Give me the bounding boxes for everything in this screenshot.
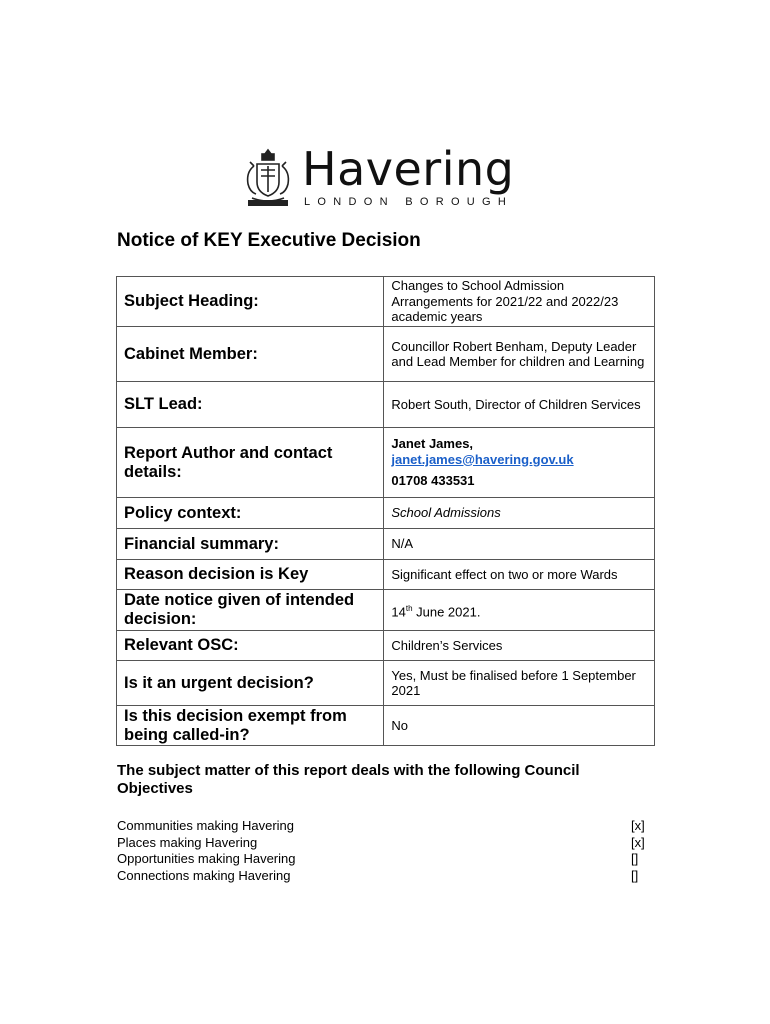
objective-mark: []: [631, 851, 639, 866]
list-item: [117, 851, 657, 868]
objective-name: Opportunities making Havering: [117, 851, 296, 866]
page-title: Notice of KEY Executive Decision: [117, 230, 421, 251]
row-label: Cabinet Member:: [117, 327, 384, 382]
row-label: Report Author and contact details:: [117, 428, 384, 498]
decision-table: [116, 276, 655, 746]
table-row: [117, 277, 655, 327]
row-value: Yes, Must be finalised before 1 September 2021: [384, 661, 655, 706]
objective-mark: [x]: [631, 818, 645, 833]
list-item: [117, 868, 657, 885]
row-label: Subject Heading:: [117, 277, 384, 327]
row-label: Relevant OSC:: [117, 631, 384, 661]
objectives-list: [117, 818, 657, 884]
list-item: [117, 835, 657, 852]
table-row: [117, 590, 655, 631]
row-value: Children’s Services: [384, 631, 655, 661]
row-value: [384, 428, 655, 498]
row-value: Robert South, Director of Children Services: [384, 382, 655, 428]
row-label: Date notice given of intended decision:: [117, 590, 384, 631]
row-value: School Admissions: [384, 498, 655, 529]
table-row: [117, 631, 655, 661]
author-phone: 01708 433531: [391, 473, 475, 489]
logo-wordmark: Havering: [302, 142, 515, 196]
row-label: Reason decision is Key: [117, 560, 384, 590]
table-row: [117, 706, 655, 746]
objective-name: Places making Havering: [117, 834, 258, 850]
row-value: [384, 590, 655, 631]
row-value: Changes to School Admission Arrangements for 2021/22 and 2022/23 academic years: [384, 277, 655, 327]
table-row: [117, 327, 655, 382]
date-rest: June 2021.: [412, 603, 481, 619]
row-label: SLT Lead:: [117, 382, 384, 428]
table-row: [117, 382, 655, 428]
table-row: [117, 529, 655, 560]
objective-name: Communities making Havering: [117, 818, 295, 833]
objective-mark: [x]: [631, 834, 645, 850]
row-value: Councillor Robert Benham, Deputy Leader and Lead Member for children and Learning: [384, 327, 655, 382]
objectives-heading: The subject matter of this report deals with the following Council Objectives: [117, 762, 580, 797]
row-value: No: [384, 706, 655, 746]
list-item: [117, 818, 657, 835]
table-row: [117, 560, 655, 590]
havering-logo: [242, 142, 532, 210]
table-row: [117, 428, 655, 498]
row-value: N/A: [384, 529, 655, 560]
row-value: Significant effect on two or more Wards: [384, 560, 655, 590]
row-label: Is it an urgent decision?: [117, 661, 384, 706]
row-label: Is this decision exempt from being called-in?: [117, 706, 384, 746]
objective-name: Connections making Havering: [117, 867, 291, 883]
table-row: [117, 661, 655, 706]
logo-subtitle: LONDON BOROUGH: [304, 196, 514, 208]
author-email-link[interactable]: janet.james@havering.gov.uk: [391, 451, 574, 467]
table-row: [117, 498, 655, 529]
date-day: 14: [391, 603, 406, 619]
row-label: Policy context:: [117, 498, 384, 529]
borough-crest-icon: [242, 146, 294, 210]
objective-mark: []: [631, 867, 639, 883]
author-name: Janet James,: [391, 436, 474, 452]
date-suffix: th: [405, 603, 413, 613]
row-label: Financial summary:: [117, 529, 384, 560]
